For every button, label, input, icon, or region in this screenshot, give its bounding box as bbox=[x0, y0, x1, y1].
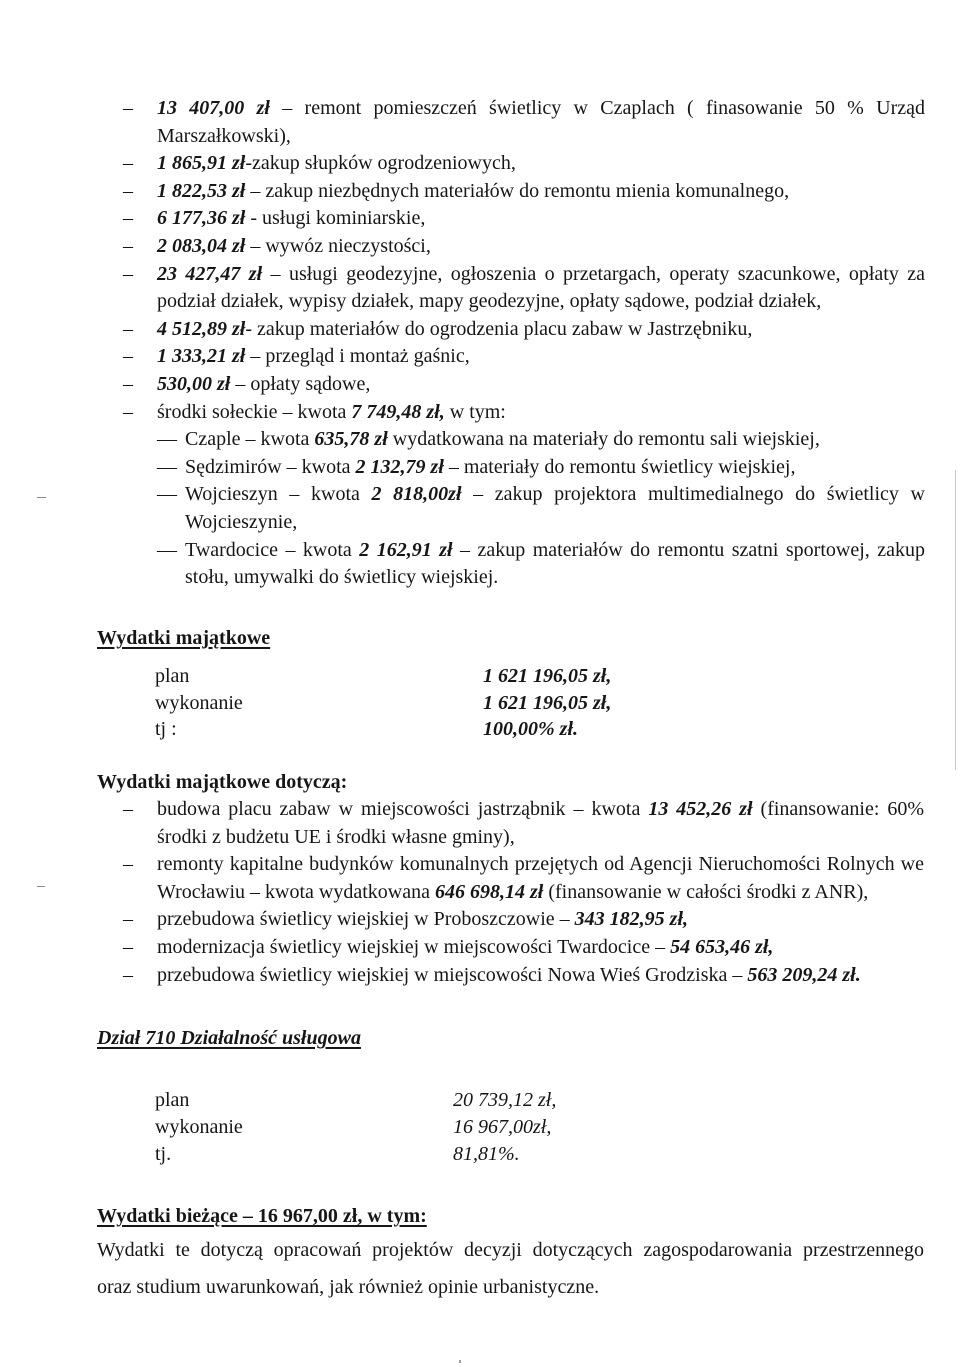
amount: 4 512,89 zł bbox=[157, 317, 246, 340]
capital-expenses-concerns-heading: Wydatki majątkowe dotyczą: bbox=[97, 771, 348, 793]
item-line bbox=[157, 934, 924, 962]
list-marker: – bbox=[123, 372, 133, 395]
list-item bbox=[0, 906, 924, 934]
summary-row bbox=[0, 716, 925, 743]
summary-row bbox=[0, 663, 925, 690]
item-line bbox=[157, 123, 925, 151]
description-paragraph bbox=[97, 1232, 924, 1306]
list-item bbox=[0, 851, 924, 906]
sub-list-item bbox=[0, 537, 925, 592]
list-marker: – bbox=[123, 152, 133, 175]
amount: 635,78 zł bbox=[314, 428, 388, 451]
sub-list-marker: — bbox=[157, 483, 177, 506]
list-marker: – bbox=[123, 853, 133, 876]
item-line bbox=[157, 906, 924, 934]
summary-label: tj. bbox=[155, 1143, 172, 1165]
item-text: w tym: bbox=[444, 400, 506, 423]
item-text: Wojcieszynie, bbox=[185, 510, 298, 533]
amount: 530,00 zł bbox=[157, 372, 231, 395]
village-name: Wojcieszyn – kwota bbox=[185, 483, 372, 506]
list-item bbox=[0, 150, 925, 178]
item-text: podział działek, wypisy działek, mapy geodezyjne, opłaty sądowe, podział działek, bbox=[157, 290, 822, 313]
capital-expenses-heading: Wydatki majątkowe bbox=[97, 627, 271, 649]
item-text: wydatkowana na materiały do remontu sali wiejskiej, bbox=[387, 428, 820, 451]
amount: 1 865,91 zł bbox=[157, 152, 246, 175]
list-item bbox=[0, 316, 925, 344]
item-line bbox=[157, 261, 925, 289]
item-line bbox=[185, 537, 925, 565]
list-item bbox=[0, 233, 925, 261]
paragraph-line: oraz studium uwarunkowań, jak również opinie urbanistyczne. bbox=[97, 1276, 600, 1298]
list-item bbox=[0, 371, 925, 399]
item-text: – opłaty sądowe, bbox=[230, 372, 371, 395]
list-marker: – bbox=[123, 935, 133, 958]
item-line bbox=[157, 205, 925, 233]
item-line bbox=[157, 879, 924, 907]
summary-label: plan bbox=[155, 1089, 190, 1111]
item-text: przebudowa świetlicy wiejskiej w Proboszczowie – bbox=[157, 908, 575, 931]
summary-value: 20 739,12 zł, bbox=[453, 1089, 557, 1111]
item-line bbox=[157, 796, 924, 824]
item-line bbox=[157, 824, 924, 852]
list-marker: – bbox=[123, 207, 133, 230]
item-line bbox=[157, 851, 924, 879]
amount: 646 698,14 zł bbox=[435, 880, 544, 903]
item-text: budowa placu zabaw w miejscowości jastrząbnik – kwota bbox=[157, 798, 649, 820]
item-text: – zakup niezbędnych materiałów do remontu mienia komunalnego, bbox=[245, 179, 790, 202]
item-line bbox=[185, 509, 925, 537]
list-item bbox=[0, 796, 924, 851]
item-line bbox=[157, 233, 925, 261]
item-line bbox=[157, 288, 925, 316]
amount: 13 452,26 zł bbox=[648, 798, 753, 820]
summary-label: wykonanie bbox=[155, 691, 243, 714]
item-text: stołu, umywalki do świetlicy wiejskiej. bbox=[185, 566, 499, 589]
amount: 563 209,24 zł. bbox=[747, 963, 861, 986]
item-text: – remont pomieszczeń świetlicy w Czaplach ( finasowanie 50 % Urząd bbox=[269, 97, 925, 119]
item-line bbox=[157, 316, 925, 344]
summary-value: 16 967,00zł, bbox=[453, 1116, 552, 1138]
amount: 2 162,91 zł bbox=[359, 538, 453, 561]
summary-value: 81,81%. bbox=[453, 1143, 520, 1165]
item-line bbox=[185, 454, 925, 482]
item-text: remonty kapitalne budynków komunalnych przejętych od Agencji Nieruchomości Rolnych we bbox=[157, 853, 924, 876]
item-line bbox=[157, 962, 924, 990]
summary-row bbox=[0, 1114, 925, 1141]
list-marker: – bbox=[123, 345, 133, 368]
item-text: – materiały do remontu świetlicy wiejskiej, bbox=[443, 455, 796, 478]
item-text: – wywóz nieczystości, bbox=[245, 234, 431, 257]
item-text: środki sołeckie – kwota bbox=[157, 400, 352, 423]
item-line bbox=[157, 178, 925, 206]
sub-list-item bbox=[0, 481, 925, 536]
item-line bbox=[185, 564, 925, 592]
amount: 2 132,79 zł bbox=[355, 455, 444, 478]
list-item-village-funds bbox=[0, 399, 925, 427]
list-item bbox=[0, 178, 925, 206]
list-marker: – bbox=[123, 798, 133, 820]
sub-list-item bbox=[0, 426, 925, 454]
item-text: – usługi geodezyjne, ogłoszenia o przetargach, operaty szacunkowe, opłaty za bbox=[262, 262, 926, 285]
item-line bbox=[157, 95, 925, 123]
item-text: – przegląd i montaż gaśnic, bbox=[245, 345, 470, 368]
item-text: – zakup projektora multimedialnego do świetlicy w bbox=[461, 483, 925, 506]
item-line bbox=[185, 481, 925, 509]
list-marker: – bbox=[123, 234, 133, 257]
amount: 1 822,53 zł bbox=[157, 179, 246, 202]
list-marker: – bbox=[123, 963, 133, 986]
amount: 6 177,36 zł bbox=[157, 207, 246, 230]
item-text: (finansowanie w całości środki z ANR), bbox=[543, 880, 869, 903]
summary-row bbox=[0, 1087, 925, 1114]
item-text: przebudowa świetlicy wiejskiej w miejscowości Nowa Wieś Grodziska – bbox=[157, 963, 748, 986]
item-text: - zakup materiałów do ogrodzenia placu zabaw w Jastrzębniku, bbox=[245, 317, 753, 340]
summary-label: wykonanie bbox=[155, 1116, 243, 1138]
summary-row bbox=[0, 690, 925, 717]
sub-list-marker: — bbox=[157, 538, 177, 561]
item-text: Wrocławiu – kwota wydatkowana bbox=[157, 880, 435, 903]
item-text: Marszałkowski), bbox=[157, 124, 291, 147]
capital-expenses-summary bbox=[0, 663, 925, 743]
list-item bbox=[0, 205, 925, 233]
list-marker: – bbox=[123, 179, 133, 202]
current-expenses-list bbox=[0, 95, 925, 592]
item-text: środki z budżetu UE i środki własne gminy), bbox=[157, 825, 515, 848]
amount: 54 653,46 zł, bbox=[670, 935, 774, 958]
scan-mark bbox=[37, 886, 45, 887]
item-line bbox=[157, 399, 925, 427]
item-text: (finansowanie: 60% bbox=[752, 798, 925, 820]
sub-list-item bbox=[0, 454, 925, 482]
summary-label: tj : bbox=[155, 718, 177, 740]
sub-list-marker: — bbox=[157, 428, 177, 451]
section-710-summary bbox=[0, 1087, 925, 1168]
item-text: - usługi kominiarskie, bbox=[245, 207, 426, 230]
sub-list-marker: — bbox=[157, 455, 177, 478]
item-line bbox=[157, 343, 925, 371]
capital-expenses-list bbox=[0, 796, 924, 989]
list-item bbox=[0, 95, 925, 150]
item-line bbox=[185, 426, 925, 454]
scan-dot bbox=[459, 1360, 461, 1363]
section-710-heading: Dział 710 Działalność usługowa bbox=[97, 1027, 361, 1049]
current-expenses-heading: Wydatki bieżące – 16 967,00 zł, w tym: bbox=[97, 1205, 427, 1227]
list-item bbox=[0, 962, 924, 990]
amount: 343 182,95 zł, bbox=[574, 908, 689, 931]
item-line bbox=[157, 150, 925, 178]
summary-label: plan bbox=[155, 665, 190, 687]
list-marker: – bbox=[123, 97, 133, 119]
paragraph-line: Wydatki te dotyczą opracowań projektów decyzji dotyczących zagospodarowania przestrzennego bbox=[97, 1239, 924, 1261]
list-marker: – bbox=[123, 262, 133, 285]
list-marker: – bbox=[123, 400, 133, 423]
summary-value: 1 621 196,05 zł, bbox=[483, 665, 612, 687]
item-text: -zakup słupków ogrodzeniowych, bbox=[245, 152, 516, 175]
scan-mark bbox=[37, 497, 46, 498]
item-text: – zakup materiałów do remontu szatni sportowej, zakup bbox=[452, 538, 925, 561]
amount: 2 818,00zł bbox=[371, 483, 462, 506]
list-item bbox=[0, 934, 924, 962]
summary-value: 1 621 196,05 zł, bbox=[483, 691, 612, 714]
list-marker: – bbox=[123, 317, 133, 340]
village-name: Sędzimirów – kwota bbox=[185, 455, 356, 478]
village-name: Czaple – kwota bbox=[185, 428, 315, 451]
summary-row bbox=[0, 1141, 925, 1168]
village-name: Twardocice – kwota bbox=[185, 538, 360, 561]
amount: 2 083,04 zł bbox=[157, 234, 246, 257]
amount: 7 749,48 zł, bbox=[351, 400, 445, 423]
amount: 1 333,21 zł bbox=[157, 345, 246, 368]
scan-edge-line bbox=[955, 470, 956, 770]
summary-value: 100,00% zł. bbox=[483, 718, 578, 740]
list-item bbox=[0, 261, 925, 316]
item-line bbox=[157, 371, 925, 399]
list-item bbox=[0, 343, 925, 371]
list-marker: – bbox=[123, 908, 133, 931]
amount: 13 407,00 zł bbox=[157, 97, 270, 119]
amount: 23 427,47 zł bbox=[157, 262, 263, 285]
item-text: modernizacja świetlicy wiejskiej w miejscowości Twardocice – bbox=[157, 935, 671, 958]
